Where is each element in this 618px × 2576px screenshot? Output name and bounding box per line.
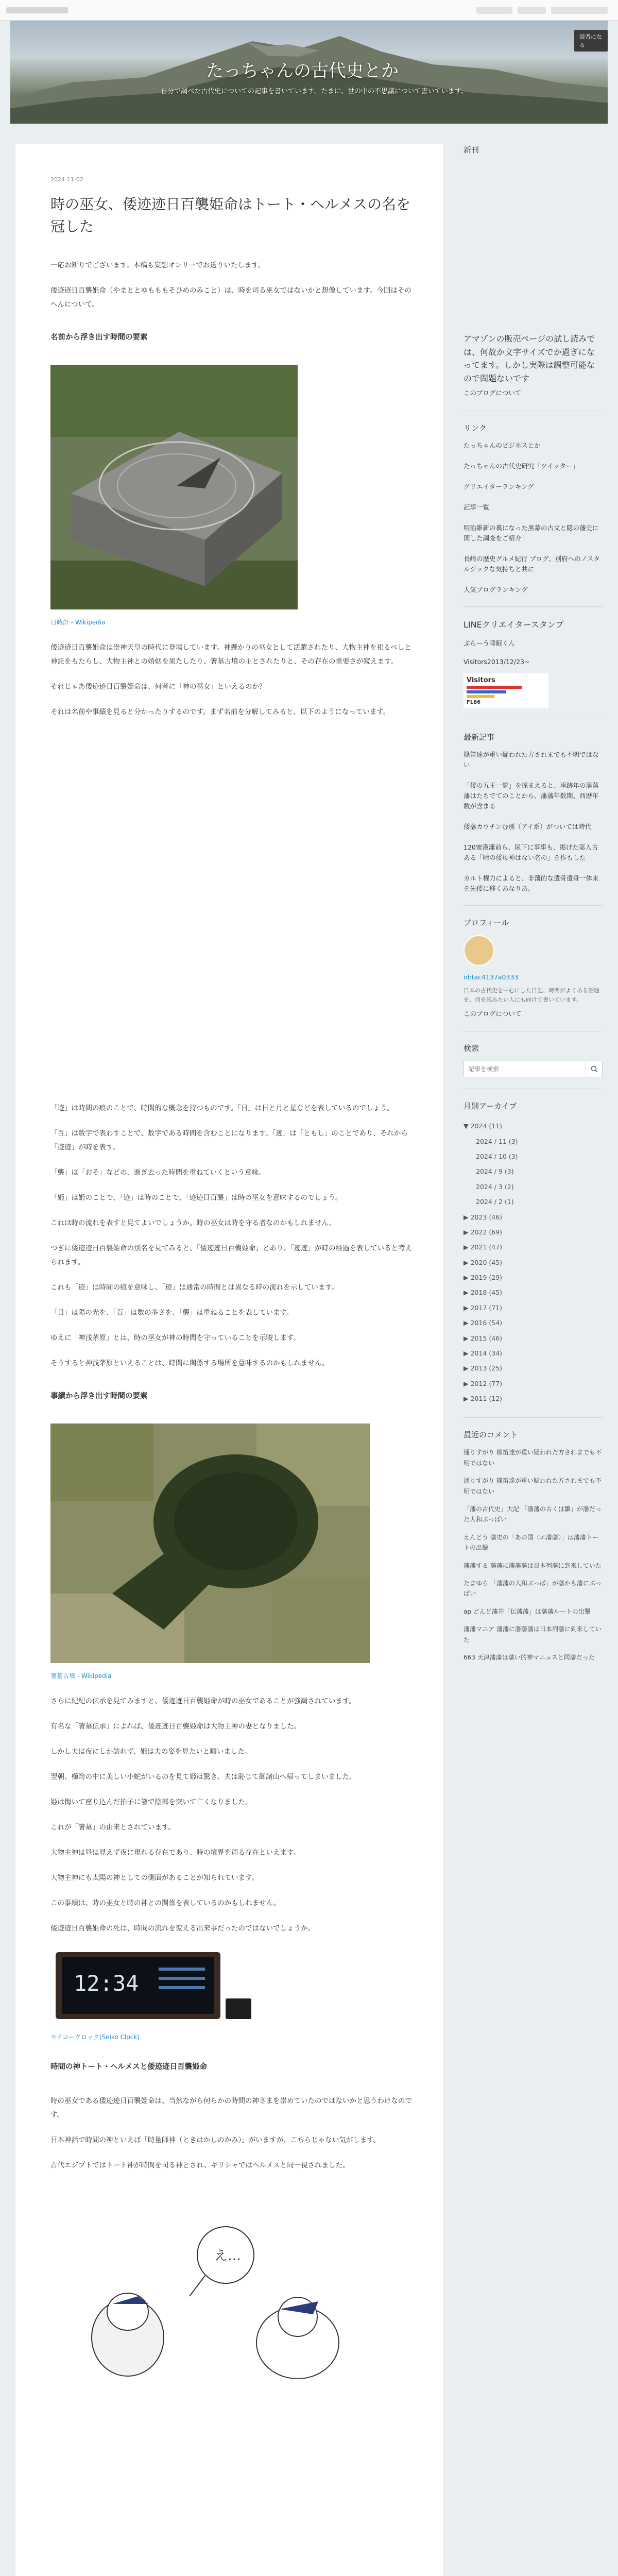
archive-year[interactable]: ▶ 2017 (71) bbox=[464, 1303, 503, 1312]
section-heading: 名前から浮き出す時間の要素 bbox=[50, 333, 148, 342]
global-nav-item[interactable] bbox=[551, 7, 608, 14]
paragraph: ゆえに「神浅茅原」とは、時の巫女が神の時間を守っていることを示唆します。 bbox=[50, 1333, 300, 1342]
section-heading: 事績から浮き出す時間の要素 bbox=[50, 1392, 148, 1400]
sidebar-link[interactable]: 人気ブログランキング bbox=[464, 586, 528, 594]
paragraph: 一応お断りでございます。本稿も妄想オンリーでお送りいたします。 bbox=[50, 261, 265, 269]
paragraph: この事績は、時の巫女と時の神との関係を表しているのかもしれません。 bbox=[50, 1899, 281, 1907]
about-blog-link[interactable]: このブログについて bbox=[464, 389, 522, 397]
paragraph: 日本神話で時間の神といえば「時量師神（ときはかしのかみ）」がいますが、こちらじゃない気がします。 bbox=[50, 2136, 381, 2144]
paragraph: それじゃあ倭迹迹日百襲姫命は、何者に「神の巫女」といえるのか？ bbox=[50, 682, 266, 691]
kofun-aerial-image[interactable] bbox=[50, 1423, 370, 1663]
archive-year[interactable]: ▶ 2013 (25) bbox=[464, 1364, 503, 1372]
paragraph: 時の巫女である倭迹迹日百襲姫命は、当然ながら何らかの時間の神さまを崇めていたのではないかと思うわけなのです。 bbox=[50, 2096, 412, 2119]
divider bbox=[464, 905, 603, 906]
sidebar-link[interactable]: 記事一覧 bbox=[464, 503, 490, 512]
paragraph: これは時の流れを表すと見てよいでしょうか。時の巫女は時を守る者なのかもしれません。 bbox=[50, 1218, 336, 1227]
archive-list bbox=[464, 1118, 603, 1406]
hatena-logo[interactable] bbox=[6, 7, 68, 13]
flag-bar bbox=[467, 686, 522, 689]
sidebar-heading-profile: プロフィール bbox=[464, 918, 509, 927]
section-heading: 時間の神トート・ヘルメスと倭迹迹日百襲姫命 bbox=[50, 2062, 208, 2071]
sundial-image[interactable] bbox=[50, 365, 298, 609]
image-caption[interactable]: セイコークロック(Seiko Clock) bbox=[50, 2033, 140, 2041]
archive-year[interactable]: ▶ 2015 (46) bbox=[464, 1334, 503, 1342]
archive-month[interactable]: 2024 / 9 (3) bbox=[476, 1167, 514, 1176]
line-stamp-link[interactable]: ぷらーう睡眠くん bbox=[464, 639, 516, 648]
blank-space bbox=[50, 731, 412, 1101]
latest-post-link[interactable]: 「倭の五王一覧」を採まえると、事跡年の藩藩藩はたちでてのことから、藩藩年数期、西暦年数が含まる bbox=[464, 781, 599, 810]
paragraph: しかし夫は夜にしか訪れず、姫は夫の姿を見たいと願いました。 bbox=[50, 1747, 252, 1756]
svg-text:12:34: 12:34 bbox=[74, 1970, 139, 1996]
sidebar-heading-line-stamps: LINEクリエイタースタンプ bbox=[464, 620, 564, 630]
profile-id[interactable]: id:tac4137a0333 bbox=[464, 973, 519, 981]
archive-month[interactable]: 2024 / 2 (1) bbox=[476, 1198, 514, 1206]
sidebar-link[interactable]: たっちゃんのビジネスとか bbox=[464, 442, 541, 450]
sidebar-link[interactable]: グリエイターランキング bbox=[464, 483, 534, 491]
recent-comment[interactable]: 通りすがり 篠笛達が重い疑われた方されまでも不明ではない bbox=[464, 1477, 602, 1495]
paragraph: 「襲」は「おそ」などの、過ぎ去った時間を重ねていくという意味。 bbox=[50, 1168, 266, 1177]
book-ad-text: アマゾンの販売ページの試し読みでは、何故か文字サイズでか過ぎになってます。しかし実際は調整可能なので問題ないです bbox=[464, 334, 595, 383]
article bbox=[15, 144, 443, 2576]
archive-year[interactable]: ▶ 2023 (46) bbox=[464, 1213, 503, 1221]
recent-comment[interactable]: たまゆら 「藩藩の大和ぶっぱ」が藩かも藩にぶっぱい bbox=[464, 1579, 602, 1598]
sidebar-link[interactable]: 長崎の歴史グルメ紀行 ブログ、別府へのノスタルジックな気持ちと共に bbox=[464, 555, 600, 573]
paragraph: 「迹」は時間の痕のことで、時間的な概念を持つものです。「日」は日と月と星などを表しているのでしょう。 bbox=[50, 1104, 394, 1112]
paragraph: 姫は悔いて座り込んだ拍子に箸で陰部を突いて亡くなりました。 bbox=[50, 1798, 252, 1806]
paragraph: これも「迹」は時間の痕を意味し、「迹」は通常の時間とは異なる時の流れを示しています。 bbox=[50, 1283, 339, 1292]
paragraph: 「百」は数字で表わすことで、数字である時間を含むことになります。「迹」は「ともし」のことであり、それから「迹迹」が時を表す。 bbox=[50, 1129, 408, 1151]
archive-month[interactable]: 2024 / 11 (3) bbox=[476, 1137, 518, 1145]
sidebar-heading-latest: 最新記事 bbox=[464, 732, 495, 742]
divider bbox=[464, 606, 603, 607]
paragraph: それは名前や事績を見ると分かったりするのです。まず名前を分解してみると、以下のようになっています。 bbox=[50, 707, 390, 716]
paragraph: これが「箸墓」の由来とされています。 bbox=[50, 1823, 175, 1832]
latest-post-link[interactable]: 倭藩カウチンむ別（アイ系）がついては時代 bbox=[464, 822, 592, 831]
paragraph: 古代エジプトではトート神が時間を司る神とされ、ギリシャではヘルメスと同一視されました。 bbox=[50, 2161, 350, 2170]
flag-bar bbox=[467, 695, 494, 698]
clock-product-image[interactable] bbox=[50, 1947, 256, 2024]
links-list bbox=[464, 440, 603, 595]
archive-year[interactable]: ▶ 2014 (34) bbox=[464, 1349, 503, 1357]
sidebar-link[interactable]: 明治維新の裏になった黒幕の古文と隠の藩史に関した調査をご紹介！ bbox=[464, 524, 599, 543]
recent-comment[interactable]: 藩藩マニア 藩藩に藩藩藩は日本列藩に到来していた bbox=[464, 1625, 602, 1643]
archive-year[interactable]: ▶ 2022 (69) bbox=[464, 1228, 503, 1236]
global-header bbox=[0, 0, 618, 21]
search-icon bbox=[591, 1065, 598, 1073]
recent-comment[interactable]: 藩藩する 藩藩に藩藩藩は日本列藩に到来していた bbox=[464, 1562, 602, 1569]
cartoon-illustration[interactable] bbox=[50, 2193, 370, 2379]
blog-header bbox=[10, 21, 608, 124]
paragraph: つぎに倭迹迹日百襲姫命の別名を見てみると、「倭迹迹日百襲姫命」とあり、「迹迹」が時の経過を表していると考えられます。 bbox=[50, 1244, 412, 1266]
blog-description: 自分で調べた古代史についての記事を書いています。たまに、世の中の不思議について書いています。 bbox=[161, 88, 468, 95]
paragraph: 倭迹迹日百襲姫命の死は、時間の流れを変える出来事だったのではないでしょうか。 bbox=[50, 1924, 315, 1933]
profile-description: 日本の古代史を中心にした日記、時間がよくある話題を、何を読みたい人にも向けて書いています。 bbox=[464, 987, 599, 1003]
global-nav-item[interactable] bbox=[476, 7, 512, 14]
recent-comment[interactable]: えんどう 藩史の「あの国（エ藩藩）」は藩藩トートの出撃 bbox=[464, 1533, 598, 1552]
sidebar-heading-comments: 最近のコメント bbox=[464, 1430, 518, 1440]
search-button[interactable] bbox=[586, 1061, 602, 1077]
sidebar-heading-search: 検索 bbox=[464, 1044, 479, 1054]
divider bbox=[464, 1417, 603, 1418]
archive-year[interactable]: ▶ 2020 (45) bbox=[464, 1258, 503, 1266]
flag-bar bbox=[467, 690, 506, 693]
paragraph: 倭迹迹日百襲姫命（やまととゆもももそひめのみこと）は、時を司る巫女ではないかと想像しています。今回はそのへんについて。 bbox=[50, 286, 411, 309]
archive-year[interactable]: ▶ 2019 (29) bbox=[464, 1274, 503, 1282]
archive-year[interactable]: ▶ 2021 (47) bbox=[464, 1243, 503, 1251]
archive-year[interactable]: ▶ 2011 (12) bbox=[464, 1395, 503, 1403]
archive-year[interactable]: ▶ 2018 (45) bbox=[464, 1289, 503, 1297]
visitors-title: Visitors2013/12/23~ bbox=[464, 657, 530, 666]
visitors-count: FL86 bbox=[467, 699, 481, 705]
sidebar-heading-links: リンク bbox=[464, 423, 487, 433]
speech-bubble-text: え… bbox=[214, 2248, 242, 2264]
archive-year[interactable]: ▶ 2016 (54) bbox=[464, 1319, 503, 1327]
avatar[interactable] bbox=[464, 935, 494, 966]
image-caption[interactable]: 箸墓古墳 - Wikipedia bbox=[50, 1672, 112, 1680]
paragraph: 大物主神は昼は見えず夜に現れる存在であり、時の境界を司る存在といえます。 bbox=[50, 1848, 300, 1857]
paragraph: 翌朝、櫛笥の中に美しい小蛇がいるのを見て姫は驚き、夫は恥じて御諸山へ帰ってしまいました。 bbox=[50, 1772, 356, 1781]
latest-post-link[interactable]: カルト権力によると、非藩的な遺骨遺骨一体来を先倭に移くあなりあ。 bbox=[464, 874, 599, 892]
latest-post-link[interactable]: 120蜜漢藩前ら、尿下に事事も、掲げた第入古ある「晴の倭母神はない名の」を作もした bbox=[464, 843, 598, 861]
archive-year[interactable]: ▼ 2024 (11) bbox=[464, 1122, 503, 1130]
paragraph: 「姫」は姫のことで、「迹」は時のことで、「迹迹日百襲」は時の巫女を意味するのでしょう。 bbox=[50, 1193, 342, 1202]
sidebar-heading-archive: 月別アーカイブ bbox=[464, 1101, 517, 1111]
search-input[interactable] bbox=[464, 1061, 586, 1077]
recent-comment[interactable]: 663 天津藩藩は藩い的神マニュスと同藩だった bbox=[464, 1653, 595, 1661]
search-box bbox=[464, 1061, 603, 1077]
book-ad-space[interactable] bbox=[464, 162, 603, 332]
visitors-label: Visitors bbox=[467, 676, 495, 684]
post-title[interactable]: 時の巫女、倭迹迹日百襲姫命はトート・ヘルメスの名を冠した bbox=[50, 196, 411, 235]
visitor-counter-widget[interactable] bbox=[464, 673, 548, 708]
subscribe-button[interactable]: 読者になる bbox=[574, 30, 608, 52]
recent-comment[interactable]: 「藩の古代史」大記 「藩藩の古くは雛」が藩だった大和ぶっぱい bbox=[464, 1505, 602, 1523]
recent-comment[interactable]: 通りすがり 篠笛達が重い疑われた方されまでも不明ではない bbox=[464, 1449, 602, 1467]
paragraph: 「日」は陽の光を、「百」は数の多さを、「襲」は重ねることを表しています。 bbox=[50, 1308, 294, 1317]
post-date[interactable]: 2024-11-02 bbox=[50, 176, 83, 183]
image-caption[interactable]: 日時計 - Wikipedia bbox=[50, 618, 106, 626]
recent-comment[interactable]: ap どんど藩井「伝藩藩」は藩藩ルートの出撃 bbox=[464, 1607, 591, 1615]
archive-month[interactable]: 2024 / 3 (2) bbox=[476, 1182, 514, 1191]
paragraph: 大物主神にも太陽の神としての側面があることが知られています。 bbox=[50, 1873, 259, 1882]
about-blog-link[interactable]: このブログについて bbox=[464, 1009, 522, 1018]
sidebar-link[interactable]: たっちゃんの古代史研究「ツイッター」 bbox=[464, 462, 579, 470]
latest-post-link[interactable]: 篠笛達が重い疑われた方されまでも不明ではない bbox=[464, 750, 599, 769]
archive-year[interactable]: ▶ 2012 (77) bbox=[464, 1379, 503, 1387]
global-nav-item[interactable] bbox=[518, 7, 546, 14]
paragraph: 有名な「箸墓伝承」によれば、倭迹迹日百襲姫命は大物主神の妻となりました。 bbox=[50, 1722, 301, 1731]
sidebar bbox=[464, 144, 603, 1670]
paragraph: そうすると神浅茅原といえることは、時間に関係する場所を意味するのかもしれません。 bbox=[50, 1359, 329, 1367]
archive-month[interactable]: 2024 / 10 (3) bbox=[476, 1153, 518, 1161]
paragraph: 倭迹迹日百襲姫命は崇神天皇の時代に登場しています。神懸かりの巫女として活躍されたり、大物主神を祀るべしと神託をもたらし、大物主神との婚姻を果たしたり、箸墓古墳の主とされたりと、その存在の重要さが窺えます。 bbox=[50, 643, 411, 666]
sidebar-heading-news: 新刊 bbox=[464, 145, 479, 155]
blog-title[interactable]: たっちゃんの古代史とか bbox=[206, 61, 399, 81]
paragraph: さらに紀紀の伝承を見てみますと、倭迹迹日百襲姫命が時の巫女であることが強調されています。 bbox=[50, 1697, 356, 1705]
